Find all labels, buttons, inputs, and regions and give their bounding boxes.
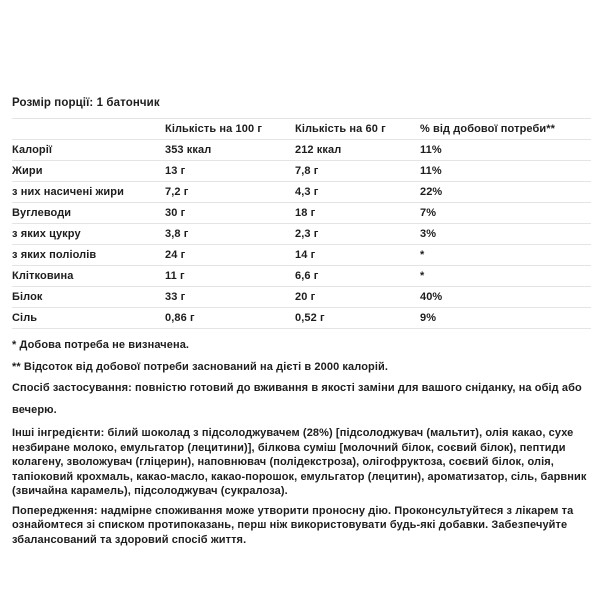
nutrient-name: Жири [12, 161, 165, 182]
table-row [12, 140, 591, 161]
table-row [12, 245, 591, 266]
value-per-100g: 0,86 г [165, 308, 295, 329]
nutrient-name: з яких цукру [12, 224, 165, 245]
usage-instructions: Спосіб застосування: повністю готовий до вживання в якості заміни для вашого сніданку, на обід або вечерю. [12, 382, 582, 416]
value-per-60g: 2,3 г [295, 224, 420, 245]
value-per-60g: 6,6 г [295, 266, 420, 287]
nutrient-name: Клітковина [12, 266, 165, 287]
value-per-100g: 353 ккал [165, 140, 295, 161]
nutrient-name: Калорії [12, 140, 165, 161]
footnote-daily-need-undefined: * Добова потреба не визначена. [12, 339, 190, 351]
value-per-100g: 11 г [165, 266, 295, 287]
ingredients-paragraph: Інші інгредієнти: білий шоколад з підсолоджувачем (28%) [підсолоджувач (мальтит), олія какао, сухе незбиране молоко, емульгатор (лецитини)], білкова суміш [молочний білок, соєвий білок), пептиди колагену, зволожувач (гліцерин), наповнювач (полідекстроза), олігофруктоза, соєвий білок, олія, тапіоковий крохмаль, какао-масло, какао-порошок, емульгатор (лецитин), ароматизатор, сіль, барвник (звичайна карамель), підсолоджувач (сукралоза). [12, 427, 587, 497]
value-per-60g: 18 г [295, 203, 420, 224]
value-daily: * [420, 266, 591, 287]
value-per-100g: 13 г [165, 161, 295, 182]
value-daily: 22% [420, 182, 591, 203]
nutrient-name: з них насичені жири [12, 182, 165, 203]
nutrient-name: Вуглеводи [12, 203, 165, 224]
header-nutrient [12, 119, 165, 140]
value-per-100g: 24 г [165, 245, 295, 266]
table-row [12, 224, 591, 245]
warning-paragraph: Попередження: надмірне споживання може утворити проносну дію. Проконсультуйтеся з лікарем та ознайомтеся зі списком протипоказань, перш ніж використовувати будь-які добавки. Забезпечуйте збалансований та здоровий спосіб життя. [12, 504, 574, 546]
footnotes-block [12, 335, 591, 421]
table-row [12, 161, 591, 182]
nutrient-name: з яких поліолів [12, 245, 165, 266]
value-daily: 3% [420, 224, 591, 245]
table-row [12, 203, 591, 224]
value-per-60g: 4,3 г [295, 182, 420, 203]
value-per-100g: 33 г [165, 287, 295, 308]
value-daily: 11% [420, 161, 591, 182]
header-per-100g: Кількість на 100 г [165, 119, 295, 140]
value-per-60g: 20 г [295, 287, 420, 308]
value-per-100g: 30 г [165, 203, 295, 224]
value-per-60g: 212 ккал [295, 140, 420, 161]
value-daily: 40% [420, 287, 591, 308]
header-per-60g: Кількість на 60 г [295, 119, 420, 140]
nutrition-table [12, 118, 591, 329]
value-per-60g: 0,52 г [295, 308, 420, 329]
value-per-60g: 14 г [295, 245, 420, 266]
table-header-row [12, 119, 591, 140]
nutrient-name: Білок [12, 287, 165, 308]
value-per-60g: 7,8 г [295, 161, 420, 182]
table-row [12, 287, 591, 308]
value-per-100g: 3,8 г [165, 224, 295, 245]
value-daily: 11% [420, 140, 591, 161]
header-daily-value: % від добової потреби** [420, 119, 591, 140]
footnote-2000-calorie-diet: ** Відсоток від добової потреби заснований на дієті в 2000 калорій. [12, 360, 389, 373]
nutrient-name: Сіль [12, 308, 165, 329]
value-per-100g: 7,2 г [165, 182, 295, 203]
table-row [12, 308, 591, 329]
value-daily: 9% [420, 308, 591, 329]
table-row [12, 182, 591, 203]
serving-size-label: Розмір порції: 1 батончик [12, 97, 160, 109]
value-daily: 7% [420, 203, 591, 224]
value-daily: * [420, 245, 591, 266]
table-row [12, 266, 591, 287]
